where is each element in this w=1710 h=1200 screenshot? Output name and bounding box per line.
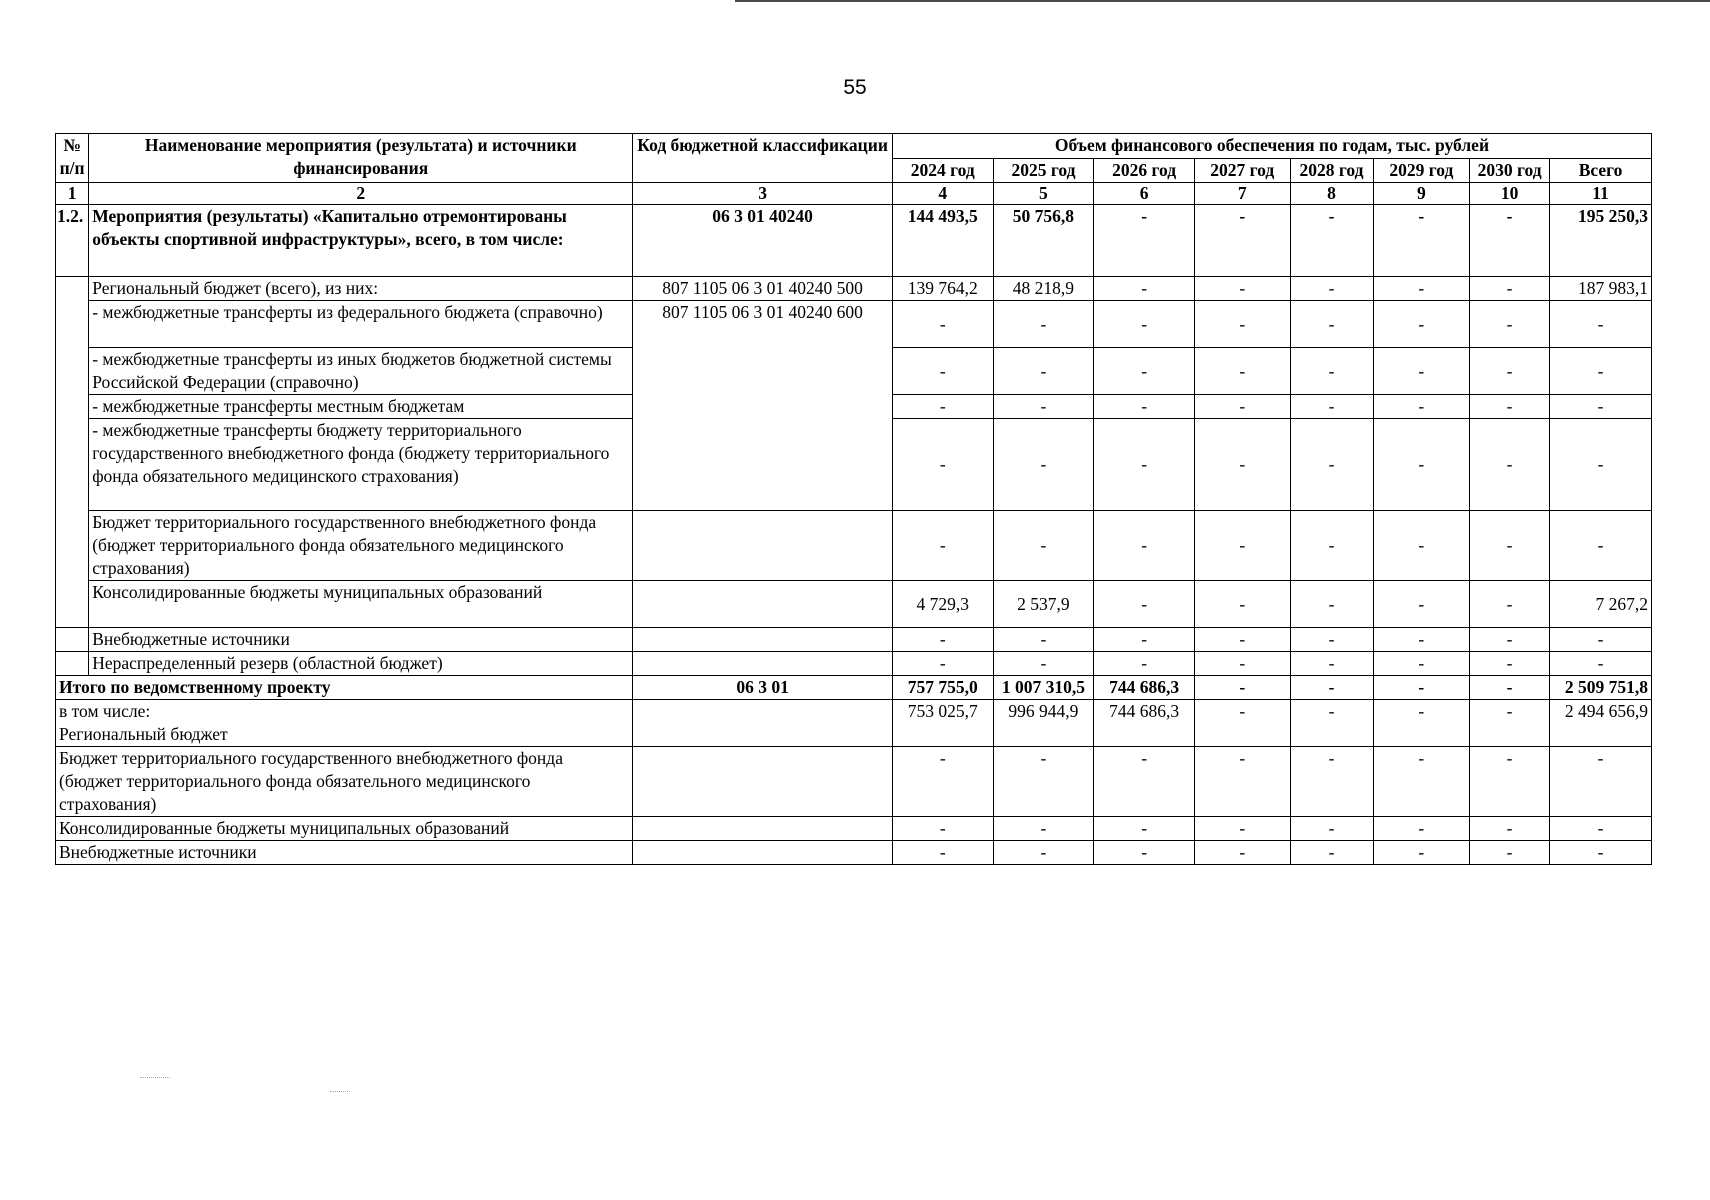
row-value: - [1470, 511, 1550, 581]
header-num: № п/п [56, 134, 89, 183]
total-row [56, 676, 1652, 700]
row-value: - [1470, 348, 1550, 395]
row-value: - [1373, 348, 1470, 395]
row-value: - [993, 511, 1094, 581]
top-edge-line [735, 0, 1710, 2]
table-row [56, 511, 1652, 581]
header-volume: Объем финансового обеспечения по годам, тыс. рублей [892, 134, 1651, 159]
row-value: - [892, 395, 993, 419]
total-value: - [1194, 676, 1290, 700]
row-value: - [1194, 419, 1290, 511]
total-value: - [1470, 841, 1550, 865]
table-body [56, 205, 1652, 865]
column-index: 9 [1373, 183, 1470, 205]
row-value: - [1373, 277, 1470, 301]
row-value: - [1290, 419, 1373, 511]
total-value: 996 944,9 [993, 700, 1094, 747]
header-year: 2024 год [892, 159, 993, 183]
row-value: - [993, 652, 1094, 676]
row-code: 06 3 01 40240 [633, 205, 893, 277]
row-value: - [892, 511, 993, 581]
row-value: - [1373, 511, 1470, 581]
row-value: - [1290, 511, 1373, 581]
total-value: - [1550, 841, 1652, 865]
row-value: - [1290, 277, 1373, 301]
total-value: 2 494 656,9 [1550, 700, 1652, 747]
row-value: - [892, 348, 993, 395]
row-value: - [1550, 652, 1652, 676]
total-name: в том числе: Региональный бюджет [56, 700, 633, 747]
row-value: - [1290, 205, 1373, 277]
total-name: Консолидированные бюджеты муниципальных образований [56, 817, 633, 841]
row-value: - [993, 348, 1094, 395]
table-row [56, 205, 1652, 277]
row-code: 807 1105 06 3 01 40240 600 [633, 301, 893, 511]
header-year: 2025 год [993, 159, 1094, 183]
row-value: - [993, 628, 1094, 652]
row-value: 139 764,2 [892, 277, 993, 301]
row-value: - [1194, 205, 1290, 277]
column-index: 7 [1194, 183, 1290, 205]
row-value: - [1470, 628, 1550, 652]
row-name: Мероприятия (результаты) «Капитально отремонтированы объекты спортивной инфраструктуры», всего, в том числе: [89, 205, 633, 277]
total-code [633, 841, 893, 865]
table-row [56, 277, 1652, 301]
row-value: - [1094, 419, 1195, 511]
row-value: - [993, 419, 1094, 511]
row-value: - [1290, 581, 1373, 628]
row-value: - [1550, 511, 1652, 581]
total-value: - [1094, 817, 1195, 841]
column-index: 3 [633, 183, 893, 205]
total-value: - [1470, 700, 1550, 747]
row-value: - [1550, 395, 1652, 419]
row-name: - межбюджетные трансферты из федерального бюджета (справочно) [89, 301, 633, 348]
total-name: Итого по ведомственному проекту [56, 676, 633, 700]
header-name: Наименование мероприятия (результата) и источники финансирования [89, 134, 633, 183]
row-value: - [1094, 581, 1195, 628]
total-row [56, 700, 1652, 747]
row-value: - [1094, 348, 1195, 395]
total-row [56, 747, 1652, 817]
row-value: - [1194, 348, 1290, 395]
row-value: - [1290, 395, 1373, 419]
total-value: - [1550, 817, 1652, 841]
row-number [56, 277, 89, 628]
row-value: - [1470, 652, 1550, 676]
column-index: 10 [1470, 183, 1550, 205]
row-value: - [1194, 628, 1290, 652]
total-row [56, 841, 1652, 865]
row-value: - [1194, 277, 1290, 301]
row-value: - [1094, 395, 1195, 419]
total-code [633, 700, 893, 747]
row-name: - межбюджетные трансферты местным бюджетам [89, 395, 633, 419]
header-total: Всего [1550, 159, 1652, 183]
column-index: 8 [1290, 183, 1373, 205]
total-value: 757 755,0 [892, 676, 993, 700]
total-name: Внебюджетные источники [56, 841, 633, 865]
page-number: 55 [843, 76, 867, 99]
header-code: Код бюджетной классификации [633, 134, 893, 183]
row-value: - [1194, 581, 1290, 628]
column-index: 5 [993, 183, 1094, 205]
total-value: 1 007 310,5 [993, 676, 1094, 700]
column-index: 2 [89, 183, 633, 205]
row-name: - межбюджетные трансферты из иных бюджетов бюджетной системы Российской Федерации (справочно) [89, 348, 633, 395]
total-value: - [1194, 841, 1290, 865]
total-value: - [1373, 700, 1470, 747]
row-value: - [993, 301, 1094, 348]
column-index: 1 [56, 183, 89, 205]
row-value: 187 983,1 [1550, 277, 1652, 301]
total-value: 753 025,7 [892, 700, 993, 747]
total-value: - [1470, 676, 1550, 700]
column-index: 4 [892, 183, 993, 205]
total-value: - [1373, 817, 1470, 841]
total-value: - [1094, 841, 1195, 865]
row-value: - [1094, 301, 1195, 348]
row-value: - [1194, 652, 1290, 676]
total-value: 744 686,3 [1094, 676, 1195, 700]
row-value: - [1470, 419, 1550, 511]
total-value: - [1373, 747, 1470, 817]
row-value: - [1290, 628, 1373, 652]
total-value: - [1373, 841, 1470, 865]
total-value: - [1290, 700, 1373, 747]
row-code [633, 628, 893, 652]
row-value: - [892, 652, 993, 676]
total-name: Бюджет территориального государственного внебюджетного фонда (бюджет территориального фонда обязательного медицинского страхования) [56, 747, 633, 817]
row-value: - [1094, 511, 1195, 581]
row-value: - [1194, 301, 1290, 348]
total-code [633, 747, 893, 817]
row-value: - [1550, 628, 1652, 652]
row-value: 4 729,3 [892, 581, 993, 628]
row-value: 144 493,5 [892, 205, 993, 277]
total-value: 2 509 751,8 [1550, 676, 1652, 700]
total-value: - [1373, 676, 1470, 700]
row-value: - [1470, 301, 1550, 348]
total-value: - [1470, 747, 1550, 817]
row-name: Внебюджетные источники [89, 628, 633, 652]
total-value: - [993, 747, 1094, 817]
row-value: - [993, 395, 1094, 419]
row-value: - [1290, 301, 1373, 348]
row-value: - [1094, 628, 1195, 652]
row-value: - [1550, 301, 1652, 348]
row-value: - [1373, 301, 1470, 348]
row-value: - [1373, 205, 1470, 277]
row-value: - [1550, 419, 1652, 511]
row-code [633, 652, 893, 676]
total-value: - [993, 841, 1094, 865]
total-value: - [1094, 747, 1195, 817]
row-value: - [892, 301, 993, 348]
header-year: 2030 год [1470, 159, 1550, 183]
row-number: 1.2. [56, 205, 89, 277]
row-value: - [1290, 348, 1373, 395]
row-value: - [1094, 277, 1195, 301]
row-name: Бюджет территориального государственного внебюджетного фонда (бюджет территориального фонда обязательного медицинского страхования) [89, 511, 633, 581]
total-value: 744 686,3 [1094, 700, 1195, 747]
row-value: - [892, 628, 993, 652]
row-value: - [1373, 652, 1470, 676]
row-value: - [1470, 277, 1550, 301]
total-value: - [1470, 817, 1550, 841]
row-value: - [1470, 581, 1550, 628]
row-name: Нераспределенный резерв (областной бюджет) [89, 652, 633, 676]
row-value: - [1470, 395, 1550, 419]
total-value: - [1550, 747, 1652, 817]
row-value: 7 267,2 [1550, 581, 1652, 628]
row-value: - [1373, 419, 1470, 511]
row-value: 50 756,8 [993, 205, 1094, 277]
total-value: - [1290, 817, 1373, 841]
row-value: - [1194, 511, 1290, 581]
row-value: - [1094, 652, 1195, 676]
row-value: - [1550, 348, 1652, 395]
total-row [56, 817, 1652, 841]
total-value: - [1290, 676, 1373, 700]
total-value: - [892, 841, 993, 865]
row-code [633, 511, 893, 581]
row-value: - [1470, 205, 1550, 277]
total-code [633, 817, 893, 841]
row-value: - [1373, 581, 1470, 628]
total-value: - [892, 817, 993, 841]
row-value: 195 250,3 [1550, 205, 1652, 277]
row-value: - [1373, 628, 1470, 652]
header-year: 2029 год [1373, 159, 1470, 183]
row-number [56, 628, 89, 652]
header-year: 2027 год [1194, 159, 1290, 183]
table-row [56, 301, 1652, 348]
column-index: 6 [1094, 183, 1195, 205]
row-value: - [1373, 395, 1470, 419]
total-value: - [993, 817, 1094, 841]
table-row [56, 628, 1652, 652]
row-value: - [1094, 205, 1195, 277]
total-code: 06 3 01 [633, 676, 893, 700]
row-value: - [1194, 395, 1290, 419]
row-code [633, 581, 893, 628]
scan-artifact [330, 1091, 350, 1093]
column-index: 11 [1550, 183, 1652, 205]
row-code: 807 1105 06 3 01 40240 500 [633, 277, 893, 301]
scan-artifact [140, 1077, 170, 1079]
row-value: - [892, 419, 993, 511]
table-row [56, 652, 1652, 676]
row-value: 2 537,9 [993, 581, 1094, 628]
total-value: - [1194, 747, 1290, 817]
total-value: - [1194, 817, 1290, 841]
financing-table [55, 133, 1652, 865]
row-value: - [1290, 652, 1373, 676]
row-value: 48 218,9 [993, 277, 1094, 301]
row-name: Региональный бюджет (всего), из них: [89, 277, 633, 301]
row-number [56, 652, 89, 676]
row-name: - межбюджетные трансферты бюджету территориального государственного внебюджетного фонда (бюджету территориального фонда обязательного медицинского страхования) [89, 419, 633, 511]
header-year: 2028 год [1290, 159, 1373, 183]
total-value: - [1290, 841, 1373, 865]
total-value: - [1194, 700, 1290, 747]
table-row [56, 581, 1652, 628]
row-name: Консолидированные бюджеты муниципальных образований [89, 581, 633, 628]
total-value: - [1290, 747, 1373, 817]
total-value: - [892, 747, 993, 817]
header-year: 2026 год [1094, 159, 1195, 183]
